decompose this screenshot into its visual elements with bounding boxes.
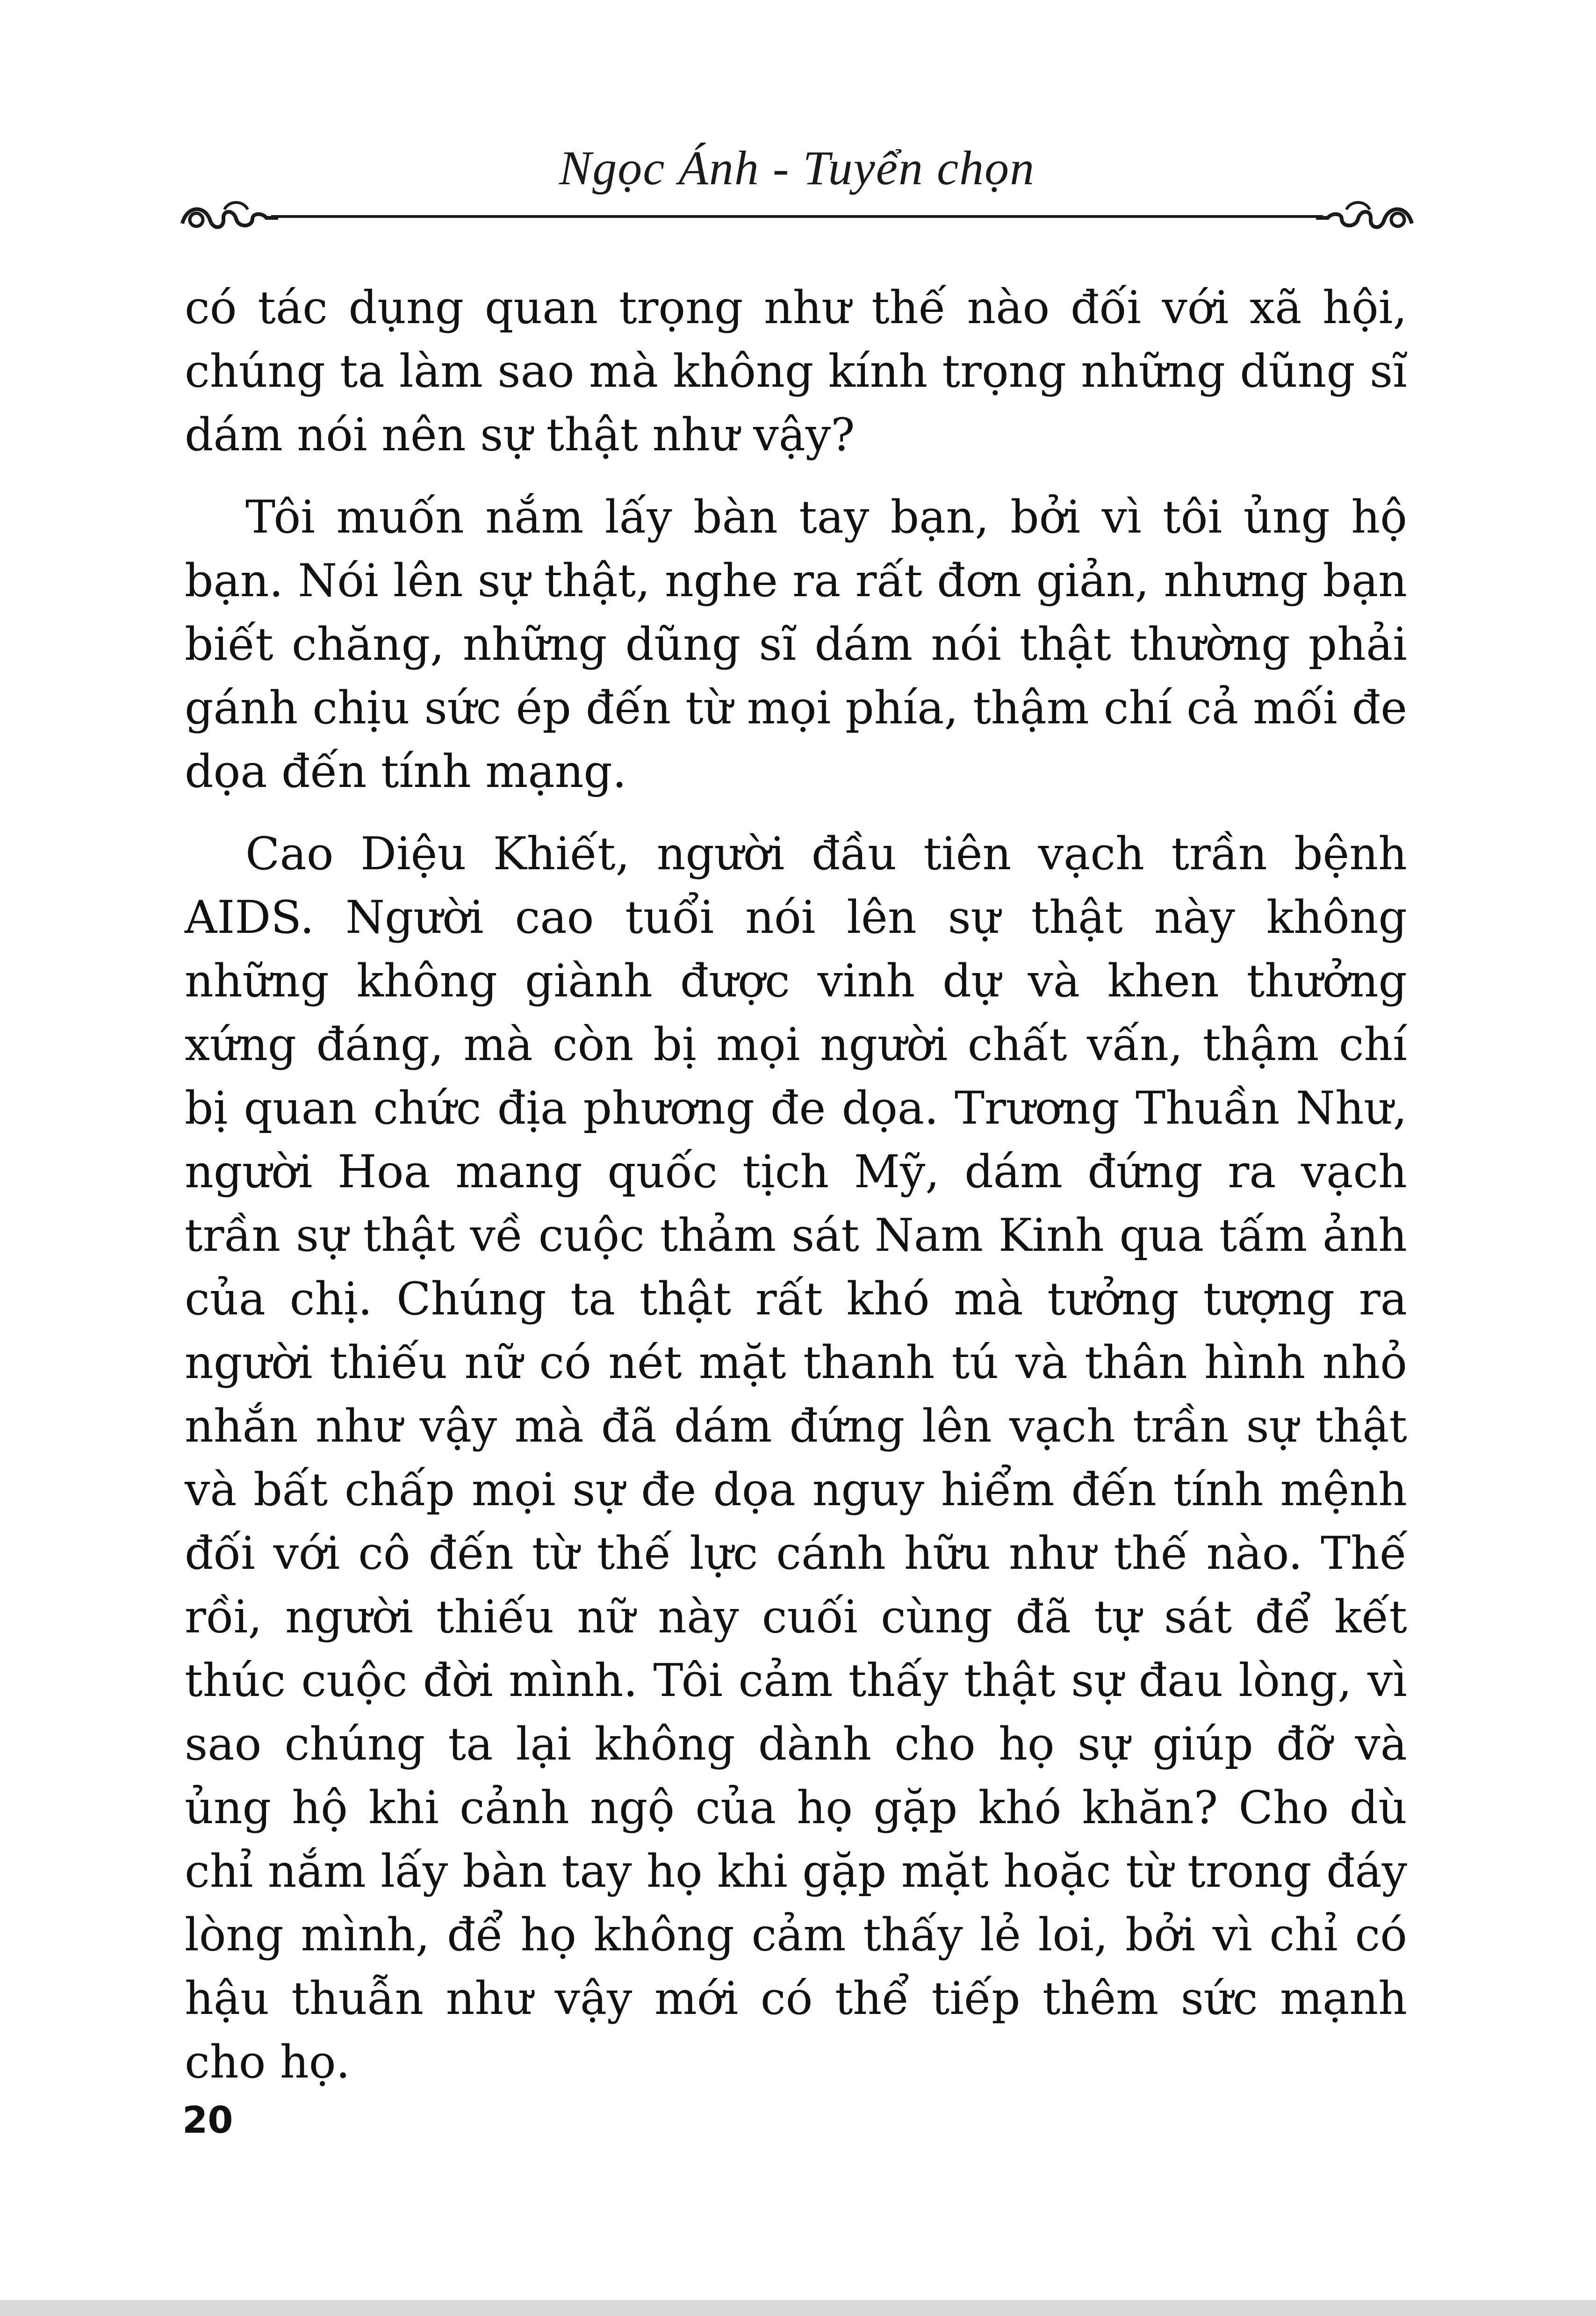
paragraph-3: Cao Diệu Khiết, người đầu tiên vạch trần bệnh AIDS. Người cao tuổi nói lên sự thật này không những không giành được vinh dự và khen thưởng xứng đáng, mà còn bị mọi người chất vấn, thậm chí bị quan chức địa phương đe dọa. Trương Thuần Như, người Hoa mang quốc tịch Mỹ, dám đứng ra vạch trần sự thật về cuộc thảm sát Nam Kinh qua tấm ảnh của chị. Chúng ta thật rất khó mà tưởng tượng ra người thiếu nữ có nét mặt thanh tú và thân hình nhỏ nhắn như vậy mà đã dám đứng lên vạch trần sự thật và bất chấp mọi sự đe dọa nguy hiểm đến tính mệnh đối với cô đến từ thế lực cánh hữu như thế nào. Thế rồi, người thiếu nữ này cuối cùng đã tự sát để kết thúc cuộc đời mình. Tôi cảm thấy thật sự đau lòng, vì sao chúng ta lại không dành cho họ sự giúp đỡ và ủng hộ khi cảnh ngộ của họ gặp khó khăn? Cho dù chỉ nắm lấy bàn tay họ khi gặp mặt hoặc từ trong đáy lòng mình, để họ không cảm thấy lẻ loi, bởi vì chỉ có hậu thuẫn như vậy mới có thể tiếp thêm sức mạnh cho họ. xyxy=(185,828,1407,2088)
page-bottom-edge xyxy=(0,2300,1596,2316)
body-text xyxy=(185,276,1407,2113)
paragraph-1: có tác dụng quan trọng như thế nào đối với xã hội, chúng ta làm sao mà không kính trọng những dũng sĩ dám nói nên sự thật như vậy? xyxy=(185,281,1407,461)
running-header xyxy=(178,140,1416,234)
right-ornament-icon xyxy=(1314,195,1416,238)
header-rule xyxy=(271,215,1323,218)
page-number: 20 xyxy=(182,2100,233,2142)
left-ornament-icon xyxy=(178,195,280,238)
running-header-title: Ngọc Ánh - Tuyển chọn xyxy=(559,141,1035,195)
paragraph-2: Tôi muốn nắm lấy bàn tay bạn, bởi vì tôi ủng hộ bạn. Nói lên sự thật, nghe ra rất đơn giản, nhưng bạn biết chăng, những dũng sĩ dám nói thật thường phải gánh chịu sức ép đến từ mọi phía, thậm chí cả mối đe dọa đến tính mạng. xyxy=(185,491,1407,798)
